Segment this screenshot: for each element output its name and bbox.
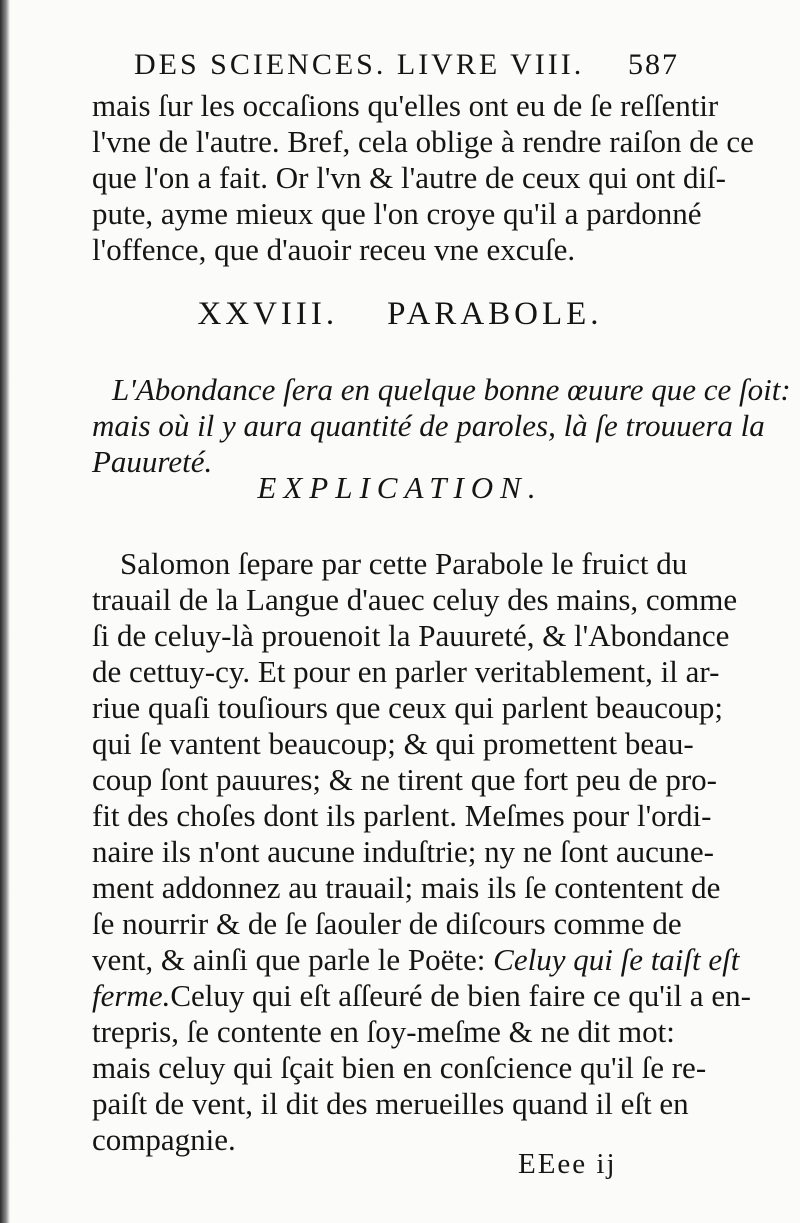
section-number: XXVIII. (197, 296, 339, 332)
signature-mark: EEee ij (518, 1148, 617, 1180)
parable-line: L'Abondance ſera en quelque bonne œuure que ce ſoit: (112, 372, 791, 407)
text-line: Salomon ſepare par cette Parabole le fruict du (120, 546, 688, 581)
parable-line: Pauureté. (92, 444, 213, 479)
text-line: ment addonnez au trauail; mais ils ſe contentent de (92, 870, 721, 905)
text-line: coup ſont pauures; & ne tirent que fort peu de pro- (92, 762, 717, 797)
text-line: naire ils n'ont aucune induſtrie; ny ne ſont aucune- (92, 834, 714, 869)
text-line: mais celuy qui ſçait bien en conſcience qu'il ſe re- (92, 1050, 707, 1085)
section-heading (0, 296, 800, 333)
page-number: 587 (628, 48, 679, 81)
text-line: trauail de la Langue d'auec celuy des mains, comme (92, 582, 738, 617)
text-line (92, 978, 751, 1014)
text-line: fit des choſes dont ils parlent. Meſmes pour l'ordi- (92, 798, 712, 833)
text-line: paiſt de vent, il dit des merueilles quand il eſt en (92, 1086, 689, 1121)
text-line-rest: Celuy qui eſt aſſeuré de bien faire ce qu'il a en- (170, 978, 751, 1013)
page-edge-shadow (0, 0, 10, 1223)
text-line: pute, ayme mieux que l'on croye qu'il a pardonné (92, 196, 702, 231)
running-header-title: DES SCIENCES. LIVRE VIII. (134, 48, 585, 81)
section-title: PARABOLE. (387, 296, 603, 332)
text-line: ſi de celuy-là prouenoit la Pauureté, & l'Abondance (92, 618, 730, 653)
text-line: mais ſur les occaſions qu'elles ont eu de ſe reſſentir (92, 88, 719, 123)
poet-quote-end: ferme. (92, 978, 171, 1013)
parable-line: mais où il y aura quantité de paroles, là ſe trouuera la (92, 408, 765, 443)
text-line-start: vent, & ainſi que parle le Poëte: (92, 942, 486, 977)
text-line: qui ſe vantent beaucoup; & qui promettent beau- (92, 726, 694, 761)
text-line: de cettuy-cy. Et pour en parler veritablement, il ar- (92, 654, 720, 689)
text-line: riue quaſi touſiours que ceux qui parlent beaucoup; (92, 690, 724, 725)
text-line: l'offence, que d'auoir receu vne excuſe. (92, 232, 576, 267)
poet-quote: Celuy qui ſe taiſt eſt (493, 942, 740, 977)
explication-heading: EXPLICATION. (257, 470, 543, 505)
running-header (134, 48, 679, 88)
text-line: compagnie. (92, 1122, 236, 1157)
text-line: ſe nourrir & de ſe ſaouler de diſcours comme de (92, 906, 682, 941)
text-line: que l'on a fait. Or l'vn & l'autre de ceux qui ont diſ- (92, 160, 727, 195)
text-line: trepris, ſe contente en ſoy-meſme & ne dit mot: (92, 1014, 675, 1049)
text-line (92, 942, 739, 978)
text-line: l'vne de l'autre. Bref, cela oblige à rendre raiſon de ce (92, 124, 754, 159)
